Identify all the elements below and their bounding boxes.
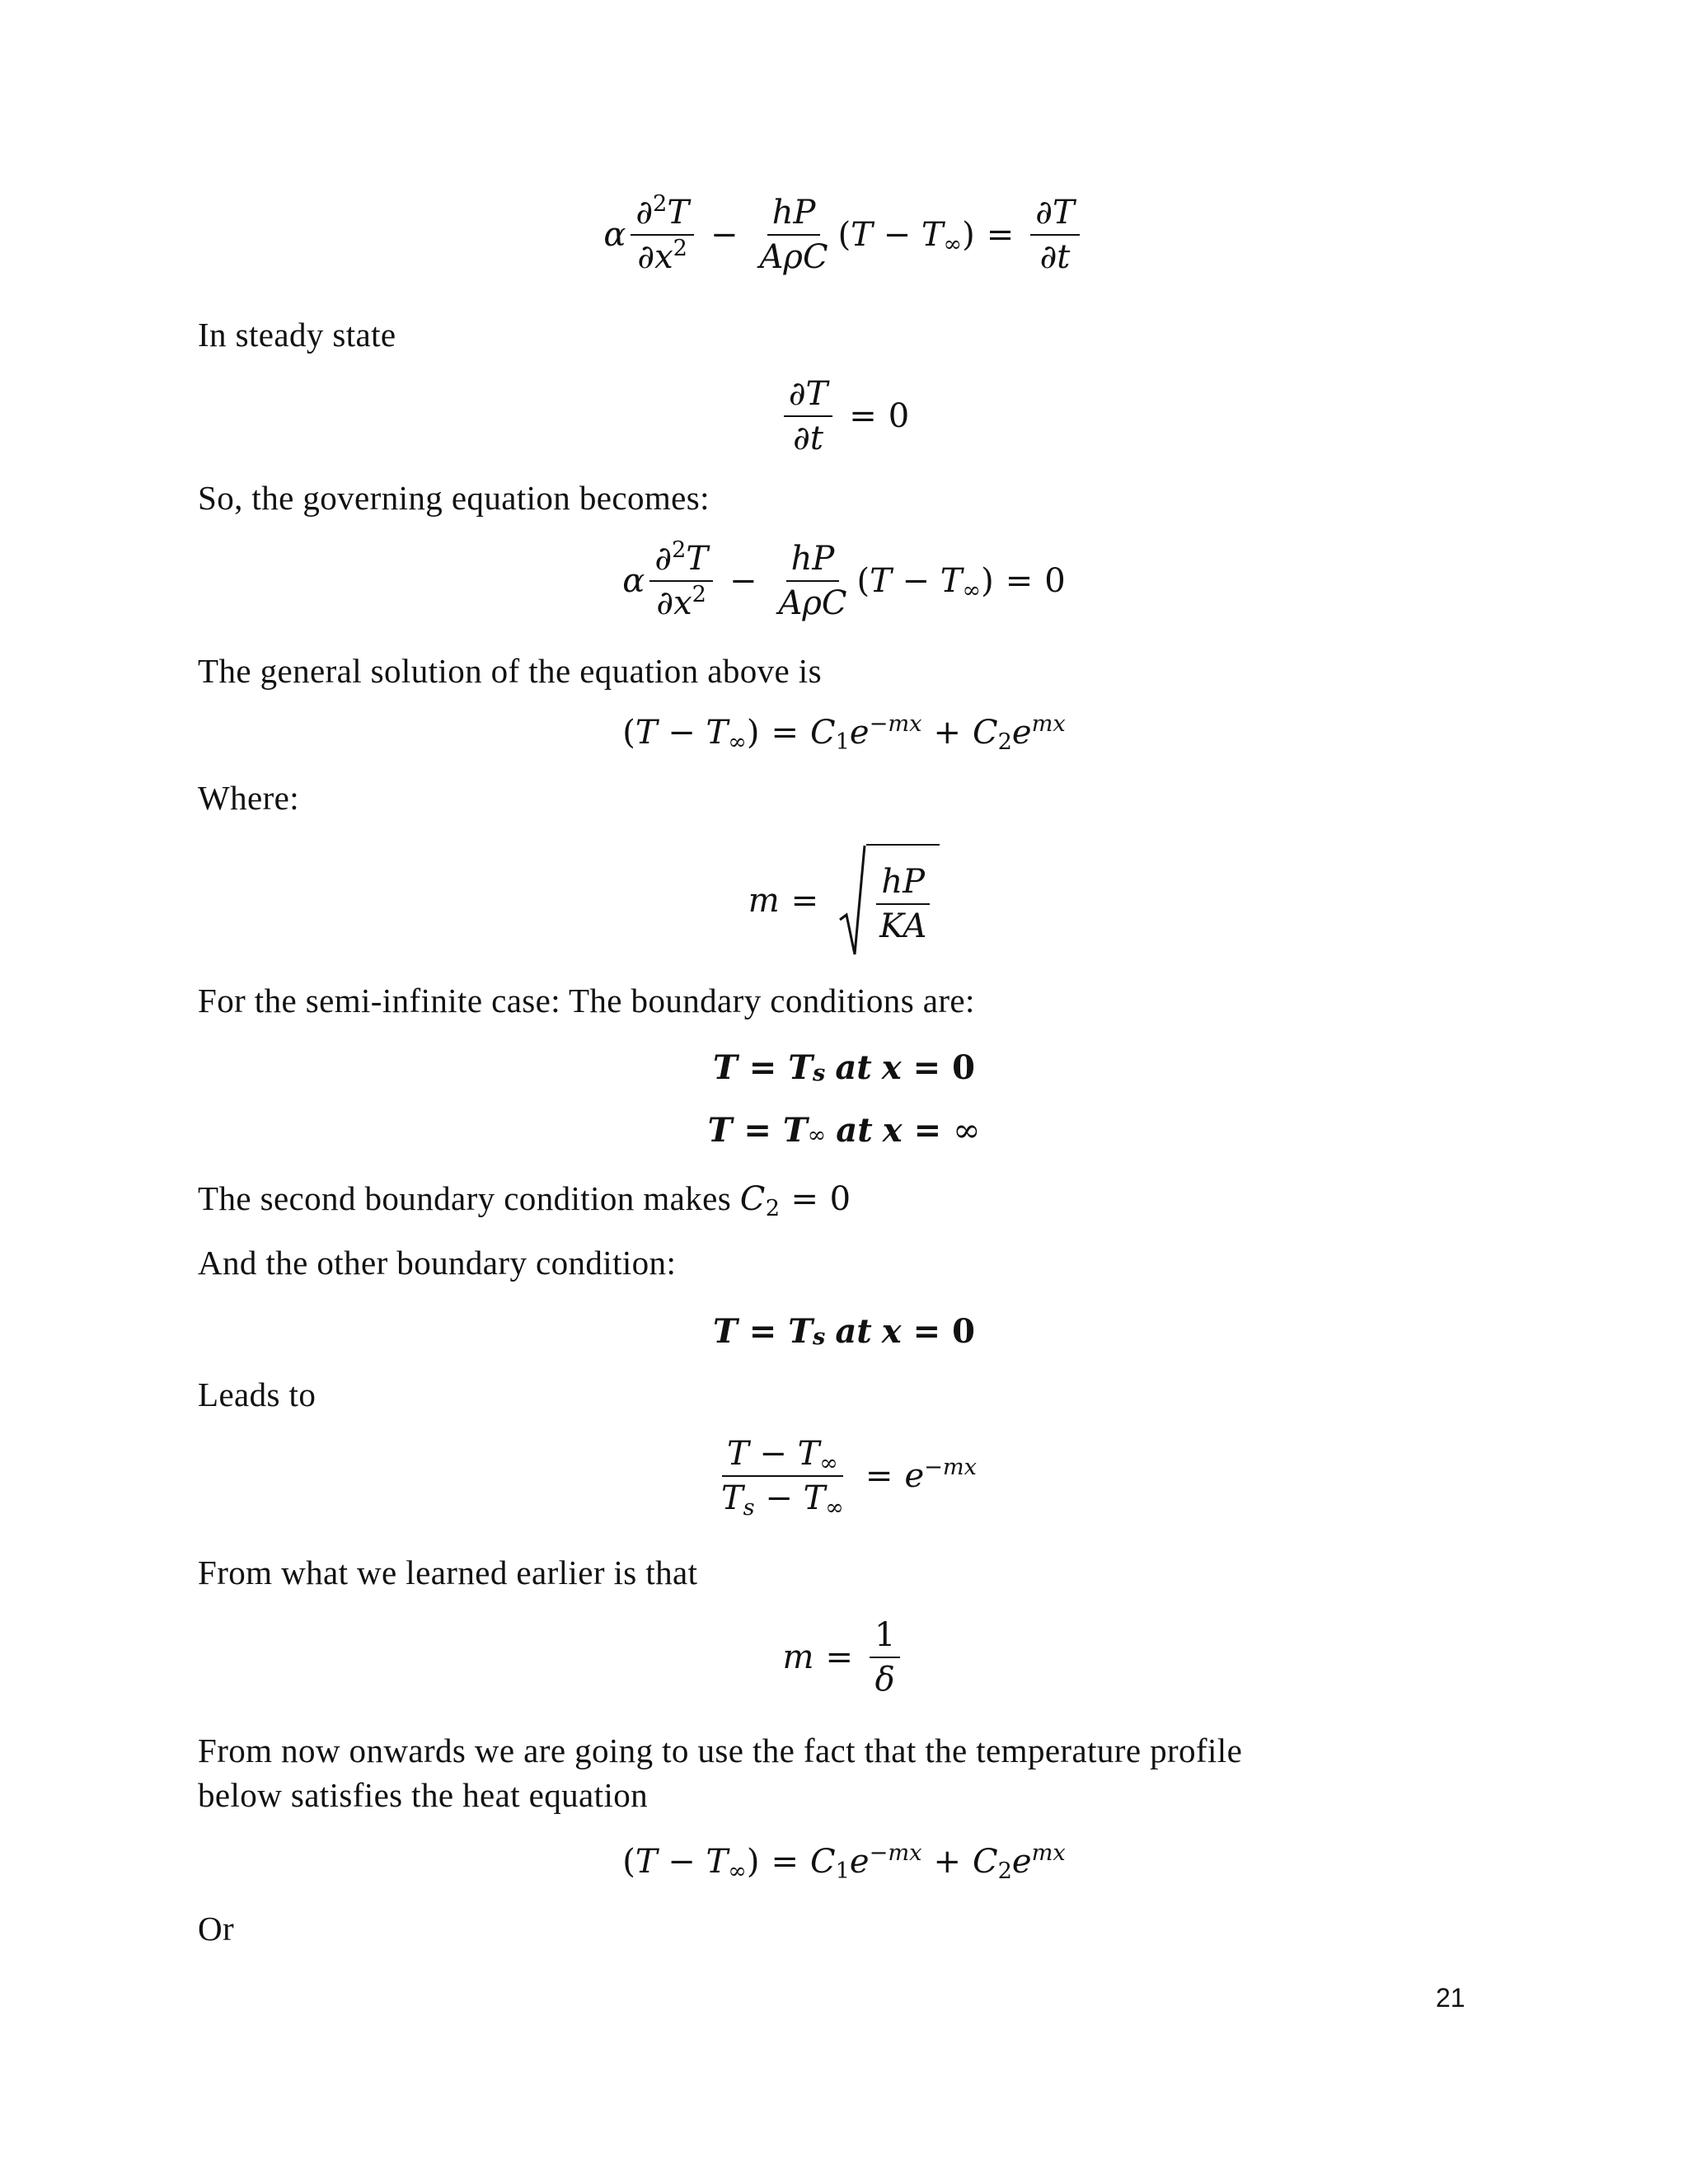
equation-steady-fin: α $\frac{\partial^2T}{\partial x^2}$ − $\frac{hP}{\text{AρC}}$ $(T - T_\infty)$ = 0 — [622, 537, 1066, 622]
equation-general-solution: $(T - T_\infty)$ = $C_1e^{-mx}$ + $C_2e^{mx}$ — [622, 711, 1066, 755]
equation-general-solution-repeat: $(T - T_\infty)$ = $C_1e^{-mx}$ + $C_2e^{mx}$ — [622, 1840, 1066, 1884]
text-semi-infinite: For the semi-infinite case: The boundary conditions are: — [198, 982, 975, 1019]
text-steady-state: In steady state — [198, 316, 396, 354]
text-governing-becomes: So, the governing equation becomes: — [198, 479, 710, 517]
inline-c2-equals-zero: $C_2 = 0$ — [739, 1180, 851, 1221]
equation-m-delta: m = $\frac{1}{\delta}$ — [0, 1617, 1688, 1698]
text-leads-to: Leads to — [198, 1376, 316, 1413]
text-general-solution: The general solution of the equation above is — [198, 652, 822, 690]
text-second-bc-label: The second boundary condition makes — [198, 1179, 732, 1217]
text-learned-earlier: From what we learned earlier is that — [198, 1554, 698, 1591]
text-from-now-line-1: From now onwards we are going to use the fact that the temperature profile — [198, 1732, 1243, 1769]
equation-boundary-condition-1-repeat: T = T $_s$ at x = 0 — [713, 1312, 975, 1351]
text-second-bc — [198, 1179, 851, 1221]
equation-steady-condition: $\frac{\partial T}{\partial t}$ = 0 — [0, 376, 1688, 457]
equation-boundary-condition-1: T = T $_s$ at x = 0 — [713, 1048, 975, 1087]
text-other-bc: And the other boundary condition: — [198, 1244, 677, 1282]
text-from-now-line-2: below satisfies the heat equation — [198, 1776, 649, 1814]
text-where: Where: — [198, 779, 300, 817]
equation-boundary-condition-2: T = T $_\infty$ at x = ∞ — [707, 1111, 981, 1150]
equation-transient-fin: α $\frac{\partial^2T}{\partial x^2}$ − $\frac{hP}{\text{AρC}}$ $(T - T_\infty)$ = $\frac{\partial T}{\partial t}$ — [0, 194, 1688, 275]
page-number: 21 — [1436, 1983, 1465, 2013]
equation-temperature-ratio: $\frac{T - T_\infty}{T_s - T_\infty}$ = $e^{-mx}$ — [720, 1435, 978, 1521]
equation-m-definition: m = $\frac{hP}{KA}$ — [0, 844, 1688, 958]
text-or: Or — [198, 1910, 235, 1947]
